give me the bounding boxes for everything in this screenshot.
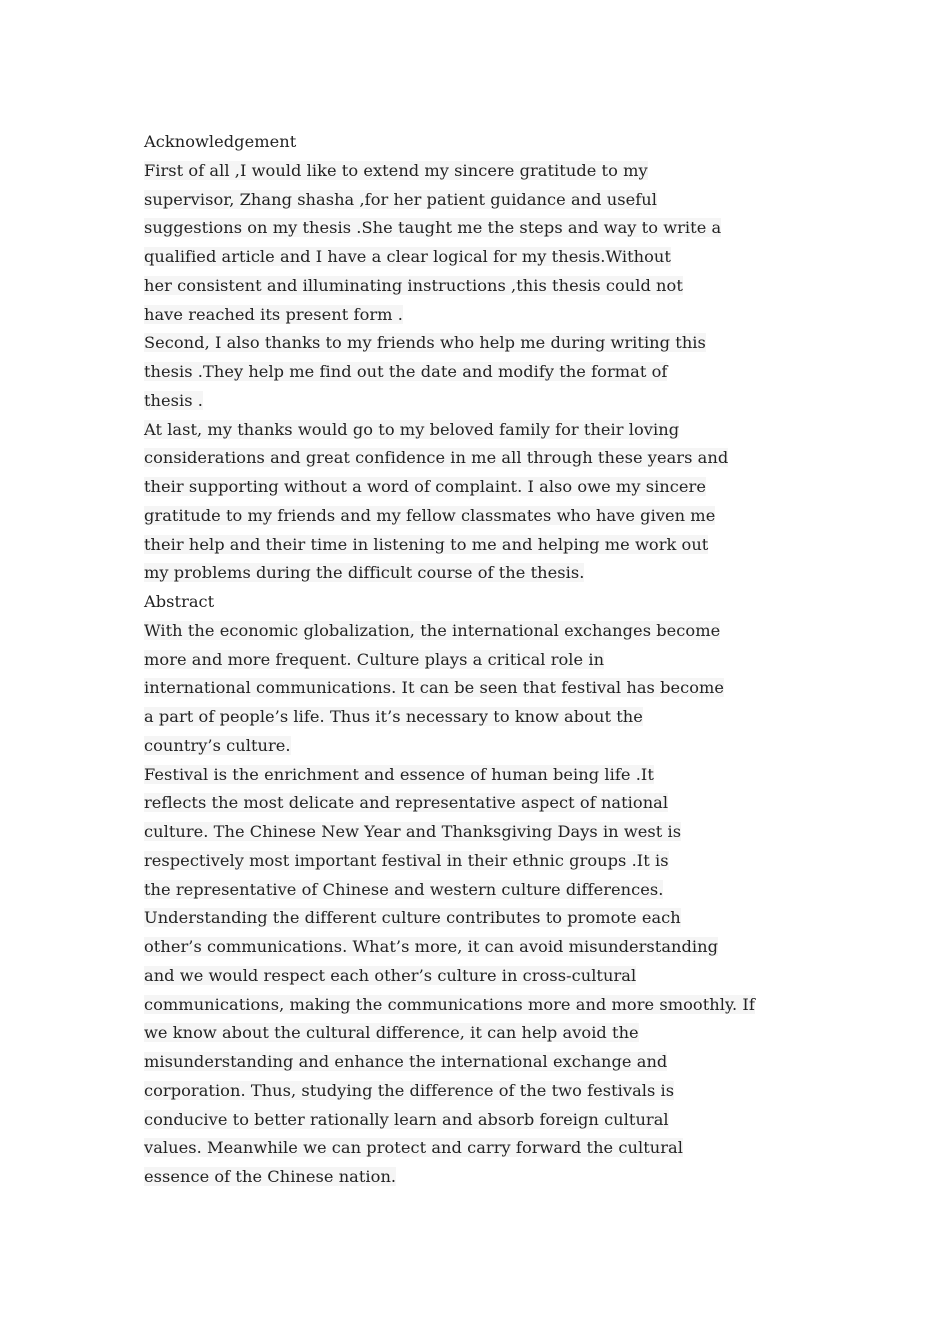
- text-line: essence of the Chinese nation.: [144, 1167, 397, 1186]
- text-line: conducive to better rationally learn and absorb foreign cultural: [144, 1109, 669, 1129]
- text-line: their supporting without a word of complaint. I also owe my sincere: [144, 477, 706, 496]
- text-line: With the economic globalization, the international exchanges become: [144, 620, 721, 640]
- text-line: thesis .They help me find out the date and modify the format of: [144, 362, 668, 381]
- text-line: her consistent and illuminating instructions ,this thesis could not: [144, 275, 683, 295]
- abstract-body: [144, 617, 824, 1192]
- text-line: culture. The Chinese New Year and Thanksgiving Days in west is: [144, 822, 682, 841]
- text-line: reflects the most delicate and representative aspect of national: [144, 793, 669, 813]
- text-line: Understanding the different culture contributes to promote each: [144, 908, 681, 928]
- text-line: their help and their time in listening to me and helping me work out: [144, 534, 709, 554]
- text-line: qualified article and I have a clear logical for my thesis.Without: [144, 247, 671, 266]
- text-line: a part of people’s life. Thus it’s necessary to know about the: [144, 707, 643, 726]
- document-page: [144, 128, 824, 1192]
- text-line: other’s communications. What’s more, it can avoid misunderstanding: [144, 937, 719, 956]
- text-line: First of all ,I would like to extend my sincere gratitude to my: [144, 160, 648, 180]
- text-line: respectively most important festival in their ethnic groups .It is: [144, 850, 669, 870]
- text-line: suggestions on my thesis .She taught me the steps and way to write a: [144, 218, 722, 238]
- text-line: more and more frequent. Culture plays a critical role in: [144, 649, 605, 669]
- acknowledgement-body: [144, 157, 824, 588]
- text-line: misunderstanding and enhance the international exchange and: [144, 1052, 668, 1071]
- text-line: have reached its present form .: [144, 304, 403, 324]
- text-line: supervisor, Zhang shasha ,for her patient guidance and useful: [144, 189, 657, 209]
- text-line: we know about the cultural difference, it can help avoid the: [144, 1023, 639, 1043]
- text-line: country’s culture.: [144, 735, 291, 755]
- abstract-heading: Abstract: [144, 592, 215, 611]
- text-line: and we would respect each other’s culture in cross-cultural: [144, 965, 637, 985]
- text-line: the representative of Chinese and western culture differences.: [144, 879, 664, 899]
- text-line: Second, I also thanks to my friends who help me during writing this: [144, 333, 706, 353]
- text-line: gratitude to my friends and my fellow classmates who have given me: [144, 505, 716, 525]
- text-line: corporation. Thus, studying the difference of the two festivals is: [144, 1080, 675, 1100]
- text-line: communications, making the communications more and more smoothly. If: [144, 994, 755, 1014]
- text-line: values. Meanwhile we can protect and carry forward the cultural: [144, 1138, 683, 1158]
- text-line: Festival is the enrichment and essence of human being life .It: [144, 764, 654, 784]
- text-line: my problems during the difficult course of the thesis.: [144, 563, 585, 583]
- text-line: international communications. It can be seen that festival has become: [144, 678, 725, 698]
- text-line: At last, my thanks would go to my beloved family for their loving: [144, 419, 680, 439]
- text-line: thesis .: [144, 390, 203, 410]
- text-line: considerations and great confidence in me all through these years and: [144, 448, 729, 468]
- acknowledgement-heading: Acknowledgement: [144, 132, 297, 151]
